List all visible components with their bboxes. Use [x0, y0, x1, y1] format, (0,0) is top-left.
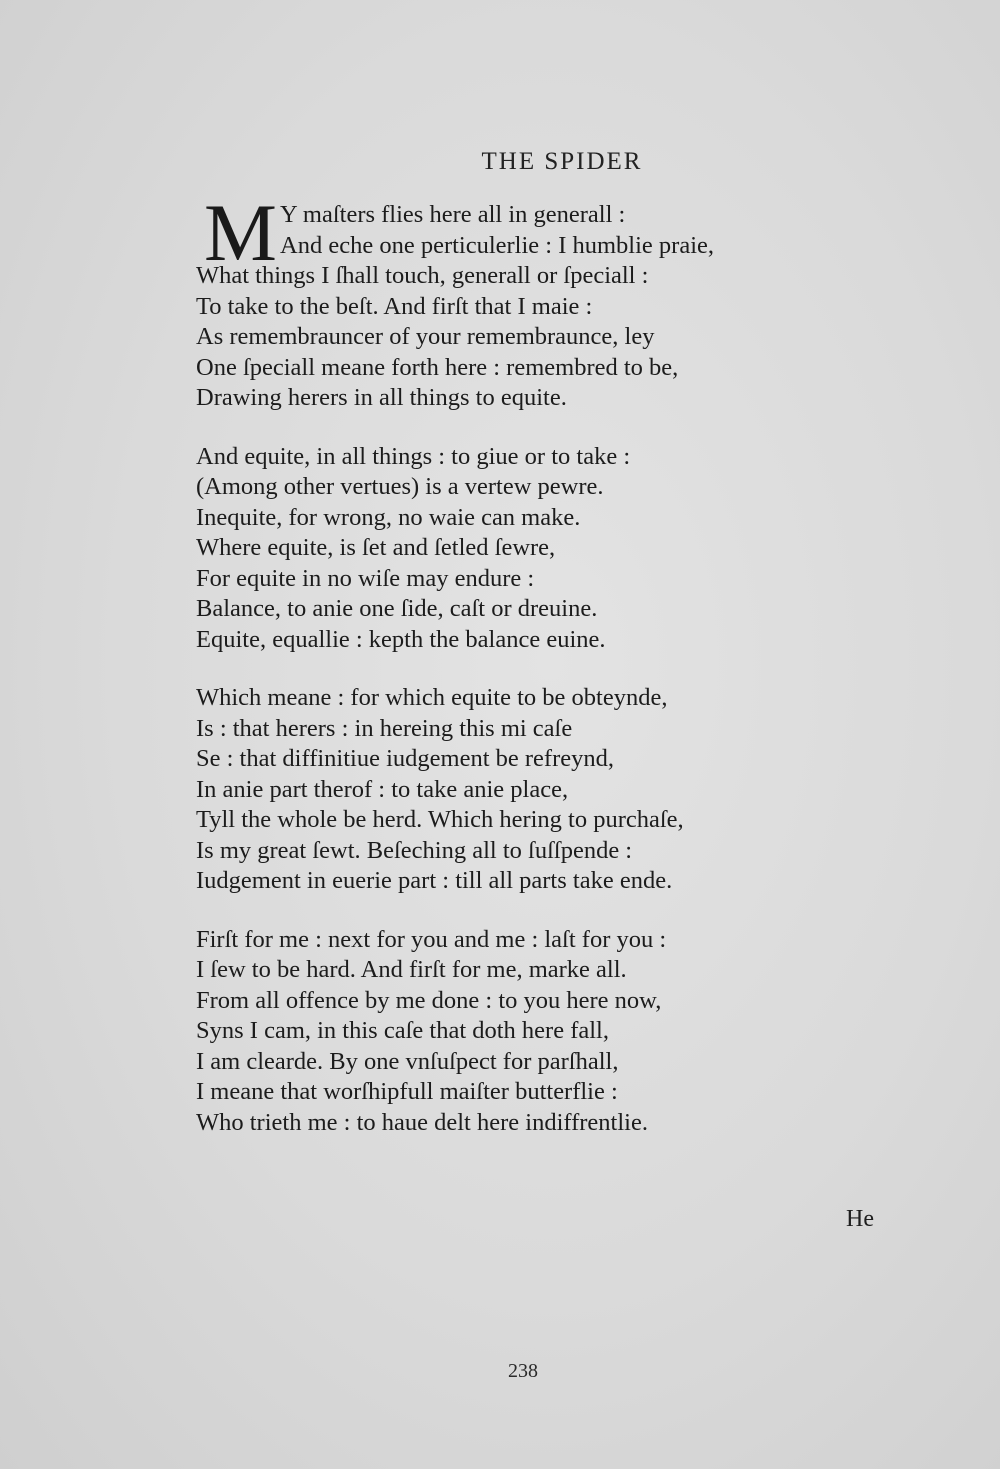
drop-cap: M	[204, 187, 277, 278]
poem-line: I meane that worſhipfull maiſter butterflie :	[196, 1078, 618, 1105]
poem-line: What things I ſhall touch, generall or ſpeciall :	[196, 262, 649, 289]
poem-line: Syns I cam, in this caſe that doth here fall,	[196, 1017, 609, 1044]
stanza	[196, 200, 836, 414]
poem-line: Who trieth me : to haue delt here indiffrentlie.	[196, 1108, 648, 1136]
poem-line: Drawing herers in all things to equite.	[196, 384, 567, 411]
catchword: He	[846, 1206, 874, 1232]
poem-line: Tyll the whole be herd. Which hering to purchaſe,	[196, 806, 684, 833]
poem-line: And equite, in all things : to giue or to take :	[196, 442, 631, 470]
poem-line: I am clearde. By one vnſuſpect for parſhall,	[196, 1047, 619, 1075]
poem-line: One ſpeciall meane forth here : remembred to be,	[196, 353, 679, 381]
poem-line: Is : that herers : in hereing this mi caſe	[196, 714, 573, 742]
poem-line: Firſt for me : next for you and me : laſt for you :	[196, 925, 667, 953]
poem-line: And eche one perticulerlie : I humblie praie,	[280, 231, 715, 259]
poem-line: As remembrauncer of your remembraunce, ley	[196, 323, 655, 350]
poem-line: From all offence by me done : to you here now,	[196, 986, 662, 1014]
stanza	[196, 925, 836, 1139]
stanza	[196, 442, 836, 656]
poem-line: Se : that diffinitiue iudgement be refreynd,	[196, 745, 614, 772]
poem-line: I ſew to be hard. And firſt for me, marke all.	[196, 956, 627, 983]
poem-line: For equite in no wiſe may endure :	[196, 564, 535, 592]
poem	[196, 187, 836, 1166]
poem-line: Is my great ſewt. Beſeching all to ſuſſpende :	[196, 836, 633, 864]
poem-line: Which meane : for which equite to be obteynde,	[196, 684, 668, 711]
poem-line: Equite, equallie : kepth the balance euine.	[196, 625, 606, 653]
poem-line: To take to the beſt. And firſt that I maie :	[196, 292, 593, 320]
poem-line: Where equite, is ſet and ſetled ſewre,	[196, 534, 556, 561]
poem-line: Inequite, for wrong, no waie can make.	[196, 503, 581, 531]
page-number: 238	[508, 1360, 538, 1382]
poem-line: Balance, to anie one ſide, caſt or dreuine.	[196, 595, 598, 622]
poem-line: In anie part therof : to take anie place,	[196, 775, 569, 803]
poem-line: (Among other vertues) is a vertew pewre.	[196, 473, 604, 500]
poem-line: Iudgement in euerie part : till all parts take ende.	[196, 867, 673, 894]
stanza	[196, 683, 836, 897]
poem-line: Y maſters flies here all in generall :	[280, 201, 626, 228]
page-heading: THE SPIDER	[481, 148, 643, 175]
